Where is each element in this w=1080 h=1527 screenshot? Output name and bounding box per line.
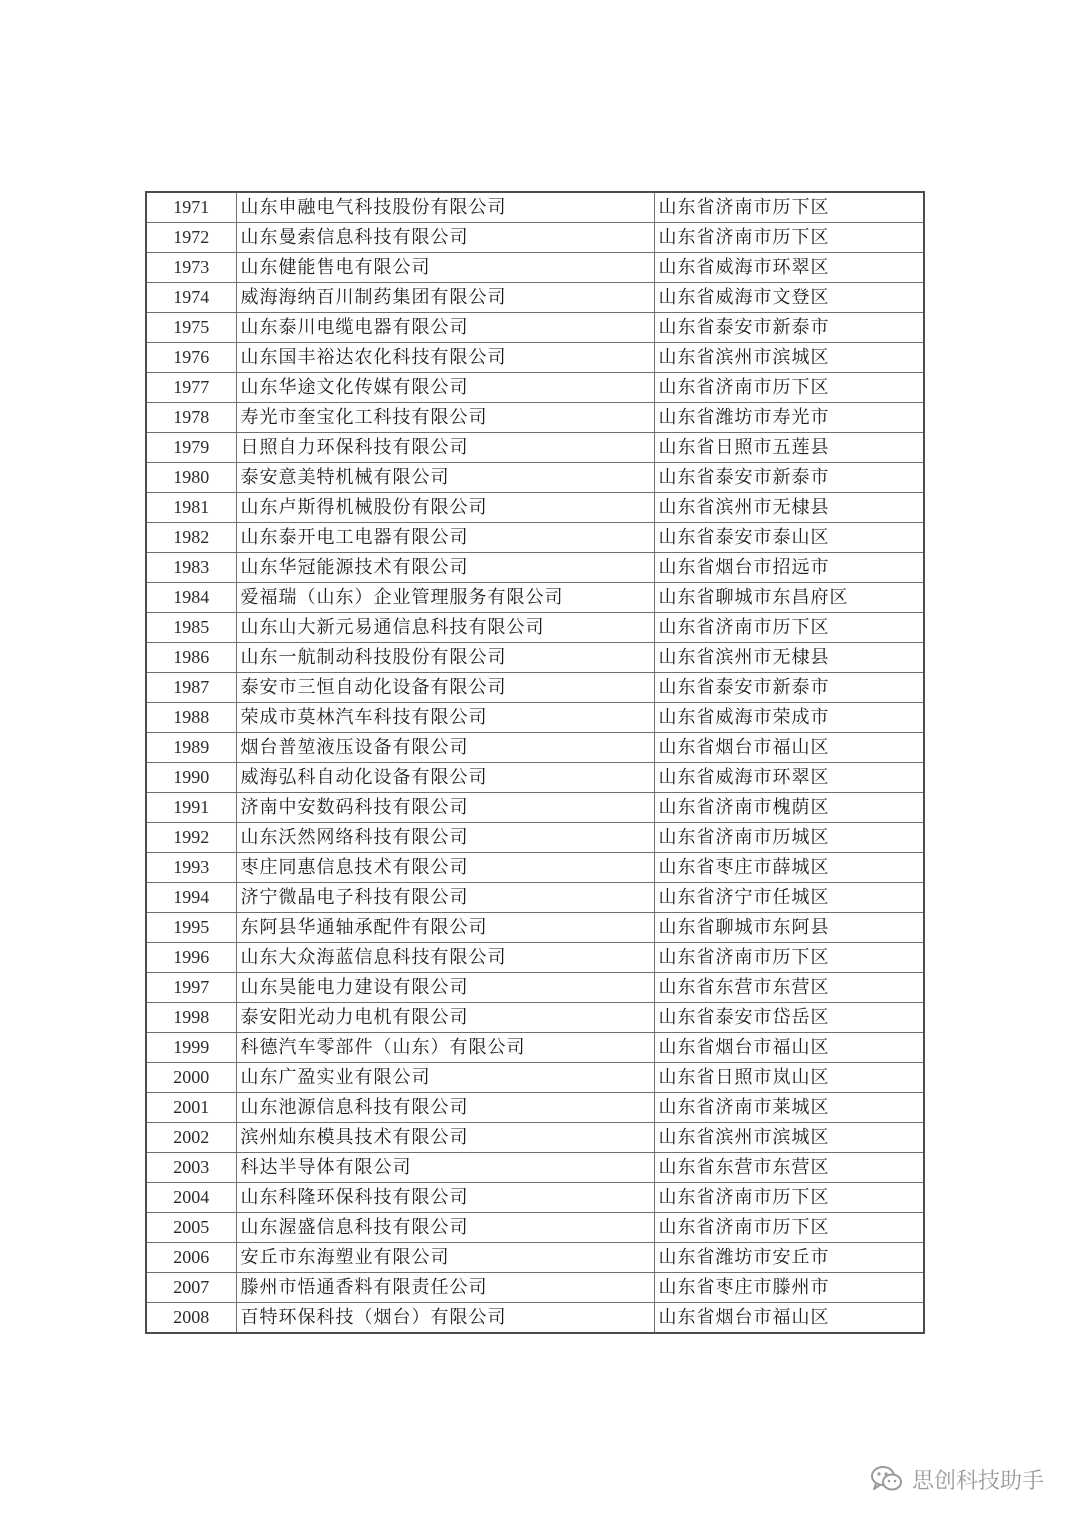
- table-row: [146, 733, 924, 763]
- company-name: 山东华途文化传媒有限公司: [236, 373, 654, 403]
- company-name: 枣庄同惠信息技术有限公司: [236, 853, 654, 883]
- company-name: 济南中安数码科技有限公司: [236, 793, 654, 823]
- table-row: [146, 1303, 924, 1334]
- company-location: 山东省东营市东营区: [654, 973, 924, 1003]
- table-row: [146, 583, 924, 613]
- company-name: 科达半导体有限公司: [236, 1153, 654, 1183]
- company-location: 山东省泰安市新泰市: [654, 673, 924, 703]
- table-row: [146, 463, 924, 493]
- table-row: [146, 313, 924, 343]
- table-row: [146, 523, 924, 553]
- company-location: 山东省威海市环翠区: [654, 253, 924, 283]
- row-number: 1995: [146, 913, 236, 943]
- company-name: 百特环保科技（烟台）有限公司: [236, 1303, 654, 1334]
- table-row: [146, 703, 924, 733]
- company-location: 山东省聊城市东阿县: [654, 913, 924, 943]
- company-name: 泰安阳光动力电机有限公司: [236, 1003, 654, 1033]
- row-number: 1981: [146, 493, 236, 523]
- row-number: 1984: [146, 583, 236, 613]
- table-row: [146, 673, 924, 703]
- company-location: 山东省烟台市福山区: [654, 1303, 924, 1334]
- company-name: 山东一航制动科技股份有限公司: [236, 643, 654, 673]
- company-location: 山东省滨州市滨城区: [654, 1123, 924, 1153]
- company-location: 山东省枣庄市薛城区: [654, 853, 924, 883]
- company-location: 山东省日照市岚山区: [654, 1063, 924, 1093]
- company-name: 日照自力环保科技有限公司: [236, 433, 654, 463]
- row-number: 1974: [146, 283, 236, 313]
- company-location: 山东省济南市莱城区: [654, 1093, 924, 1123]
- row-number: 1989: [146, 733, 236, 763]
- row-number: 1991: [146, 793, 236, 823]
- company-location: 山东省济南市历下区: [654, 192, 924, 223]
- row-number: 1988: [146, 703, 236, 733]
- row-number: 1986: [146, 643, 236, 673]
- company-location: 山东省济南市历下区: [654, 373, 924, 403]
- company-location: 山东省潍坊市安丘市: [654, 1243, 924, 1273]
- company-name: 寿光市奎宝化工科技有限公司: [236, 403, 654, 433]
- company-list-table: [145, 191, 925, 1334]
- company-name: 安丘市东海塑业有限公司: [236, 1243, 654, 1273]
- company-location: 山东省烟台市招远市: [654, 553, 924, 583]
- company-name: 烟台普堃液压设备有限公司: [236, 733, 654, 763]
- row-number: 1979: [146, 433, 236, 463]
- table-row: [146, 1033, 924, 1063]
- company-name: 济宁微晶电子科技有限公司: [236, 883, 654, 913]
- row-number: 1975: [146, 313, 236, 343]
- table-row: [146, 253, 924, 283]
- company-location: 山东省烟台市福山区: [654, 733, 924, 763]
- row-number: 1973: [146, 253, 236, 283]
- row-number: 1980: [146, 463, 236, 493]
- watermark-text: 思创科技助手: [911, 1468, 1044, 1494]
- row-number: 1985: [146, 613, 236, 643]
- company-name: 山东广盈实业有限公司: [236, 1063, 654, 1093]
- row-number: 2003: [146, 1153, 236, 1183]
- row-number: 1993: [146, 853, 236, 883]
- company-location: 山东省枣庄市滕州市: [654, 1273, 924, 1303]
- company-name: 泰安意美特机械有限公司: [236, 463, 654, 493]
- company-location: 山东省威海市荣成市: [654, 703, 924, 733]
- row-number: 2007: [146, 1273, 236, 1303]
- company-name: 爱福瑞（山东）企业管理服务有限公司: [236, 583, 654, 613]
- company-name: 荣成市莫林汽车科技有限公司: [236, 703, 654, 733]
- row-number: 1977: [146, 373, 236, 403]
- company-name: 山东华冠能源技术有限公司: [236, 553, 654, 583]
- row-number: 1997: [146, 973, 236, 1003]
- company-name: 滕州市悟通香料有限责任公司: [236, 1273, 654, 1303]
- table-row: [146, 943, 924, 973]
- table-row: [146, 823, 924, 853]
- table-row: [146, 913, 924, 943]
- company-name: 山东科隆环保科技有限公司: [236, 1183, 654, 1213]
- company-name: 山东申融电气科技股份有限公司: [236, 192, 654, 223]
- row-number: 1983: [146, 553, 236, 583]
- company-location: 山东省滨州市滨城区: [654, 343, 924, 373]
- table-row: [146, 1183, 924, 1213]
- row-number: 2004: [146, 1183, 236, 1213]
- company-location: 山东省济南市历城区: [654, 823, 924, 853]
- company-location: 山东省泰安市泰山区: [654, 523, 924, 553]
- row-number: 2005: [146, 1213, 236, 1243]
- row-number: 2001: [146, 1093, 236, 1123]
- company-name: 山东曼索信息科技有限公司: [236, 223, 654, 253]
- wechat-icon: [870, 1464, 904, 1494]
- company-location: 山东省滨州市无棣县: [654, 643, 924, 673]
- row-number: 1994: [146, 883, 236, 913]
- row-number: 1992: [146, 823, 236, 853]
- table-row: [146, 283, 924, 313]
- company-name: 山东池源信息科技有限公司: [236, 1093, 654, 1123]
- row-number: 1978: [146, 403, 236, 433]
- company-name: 科德汽车零部件（山东）有限公司: [236, 1033, 654, 1063]
- row-number: 1999: [146, 1033, 236, 1063]
- company-location: 山东省聊城市东昌府区: [654, 583, 924, 613]
- table-row: [146, 493, 924, 523]
- company-name: 山东山大新元易通信息科技有限公司: [236, 613, 654, 643]
- company-name: 山东昊能电力建设有限公司: [236, 973, 654, 1003]
- company-name: 威海海纳百川制药集团有限公司: [236, 283, 654, 313]
- company-name: 山东国丰裕达农化科技有限公司: [236, 343, 654, 373]
- table-row: [146, 403, 924, 433]
- company-name: 山东泰开电工电器有限公司: [236, 523, 654, 553]
- table-row: [146, 1153, 924, 1183]
- company-name: 东阿县华通轴承配件有限公司: [236, 913, 654, 943]
- company-location: 山东省泰安市新泰市: [654, 313, 924, 343]
- company-location: 山东省威海市文登区: [654, 283, 924, 313]
- table-row: [146, 643, 924, 673]
- row-number: 1998: [146, 1003, 236, 1033]
- row-number: 2008: [146, 1303, 236, 1334]
- company-location: 山东省济南市历下区: [654, 1213, 924, 1243]
- table-row: [146, 883, 924, 913]
- table-row: [146, 373, 924, 403]
- company-location: 山东省威海市环翠区: [654, 763, 924, 793]
- company-location: 山东省济南市历下区: [654, 223, 924, 253]
- row-number: 1972: [146, 223, 236, 253]
- company-location: 山东省济南市历下区: [654, 1183, 924, 1213]
- company-name: 山东渥盛信息科技有限公司: [236, 1213, 654, 1243]
- watermark: [870, 1461, 1044, 1497]
- company-name: 威海弘科自动化设备有限公司: [236, 763, 654, 793]
- table-row: [146, 343, 924, 373]
- company-location: 山东省济南市槐荫区: [654, 793, 924, 823]
- table-row: [146, 853, 924, 883]
- company-location: 山东省济南市历下区: [654, 613, 924, 643]
- table-row: [146, 1213, 924, 1243]
- table-row: [146, 763, 924, 793]
- row-number: 2002: [146, 1123, 236, 1153]
- company-name: 山东泰川电缆电器有限公司: [236, 313, 654, 343]
- table-row: [146, 553, 924, 583]
- company-name: 山东大众海蓝信息科技有限公司: [236, 943, 654, 973]
- table-row: [146, 1123, 924, 1153]
- row-number: 1987: [146, 673, 236, 703]
- row-number: 1996: [146, 943, 236, 973]
- table-row: [146, 973, 924, 1003]
- table-row: [146, 1003, 924, 1033]
- table-row: [146, 793, 924, 823]
- row-number: 1971: [146, 192, 236, 223]
- company-location: 山东省泰安市岱岳区: [654, 1003, 924, 1033]
- company-name: 山东健能售电有限公司: [236, 253, 654, 283]
- row-number: 2006: [146, 1243, 236, 1273]
- table-row: [146, 1063, 924, 1093]
- table-row: [146, 1273, 924, 1303]
- company-location: 山东省东营市东营区: [654, 1153, 924, 1183]
- row-number: 1990: [146, 763, 236, 793]
- company-name: 滨州灿东模具技术有限公司: [236, 1123, 654, 1153]
- company-location: 山东省日照市五莲县: [654, 433, 924, 463]
- company-name: 泰安市三恒自动化设备有限公司: [236, 673, 654, 703]
- table-row: [146, 223, 924, 253]
- row-number: 2000: [146, 1063, 236, 1093]
- company-location: 山东省济宁市任城区: [654, 883, 924, 913]
- table-row: [146, 1093, 924, 1123]
- company-location: 山东省潍坊市寿光市: [654, 403, 924, 433]
- row-number: 1982: [146, 523, 236, 553]
- table-row: [146, 192, 924, 223]
- row-number: 1976: [146, 343, 236, 373]
- table-row: [146, 1243, 924, 1273]
- company-name: 山东沃然网络科技有限公司: [236, 823, 654, 853]
- company-location: 山东省滨州市无棣县: [654, 493, 924, 523]
- table-body: [146, 192, 924, 1333]
- table-row: [146, 613, 924, 643]
- table-row: [146, 433, 924, 463]
- company-location: 山东省烟台市福山区: [654, 1033, 924, 1063]
- company-location: 山东省济南市历下区: [654, 943, 924, 973]
- company-name: 山东卢斯得机械股份有限公司: [236, 493, 654, 523]
- company-location: 山东省泰安市新泰市: [654, 463, 924, 493]
